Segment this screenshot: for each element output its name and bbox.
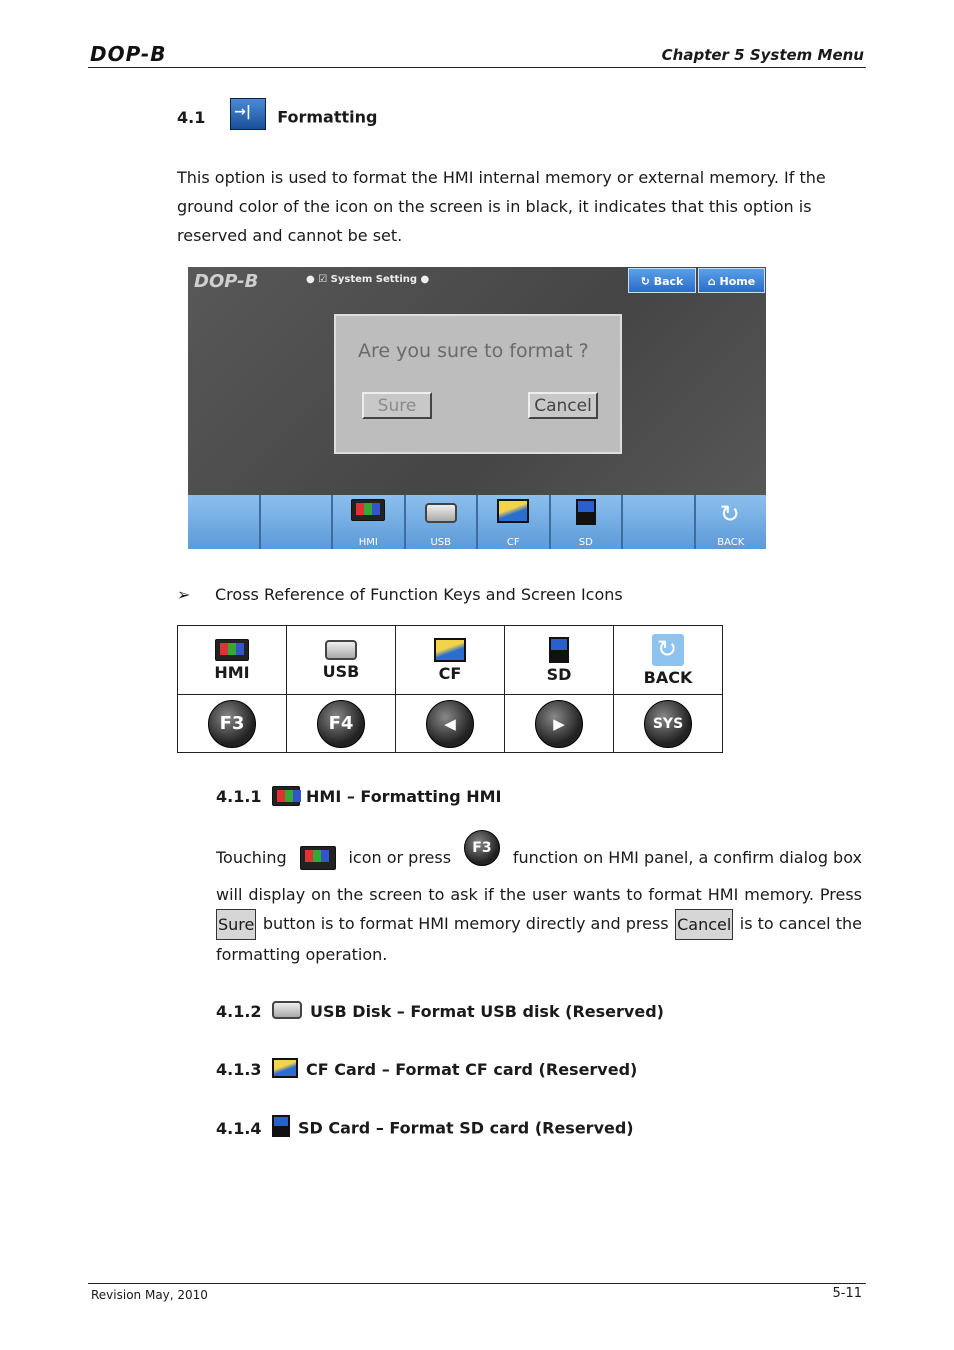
subsection-heading: 4.1.3 CF Card – Format CF card (Reserved): [216, 1060, 637, 1081]
subsection-heading: 4.1.4 SD Card – Format SD card (Reserved): [216, 1118, 634, 1140]
xref-cell: [614, 695, 723, 753]
back-arrow-icon: ↻: [640, 275, 654, 288]
hmi-screenshot: [188, 267, 766, 549]
cancel-button[interactable]: Cancel: [528, 392, 598, 419]
toolbar-hmi[interactable]: HMI: [333, 495, 406, 549]
screen-logo: DOP-B: [194, 271, 259, 292]
xref-cell: USB: [287, 626, 396, 695]
usb-icon: [425, 503, 457, 523]
toolbar-slot-empty[interactable]: [261, 495, 334, 549]
revision-text: Revision May, 2010: [91, 1288, 208, 1302]
left-key-icon: ◀: [426, 700, 474, 748]
xref-cell: CF: [396, 626, 505, 695]
format-icon: [230, 98, 266, 130]
confirm-dialog: [334, 314, 622, 454]
back-button[interactable]: ↻ Back: [628, 268, 696, 293]
right-key-icon: ▶: [535, 700, 583, 748]
toolbar-cf[interactable]: CF: [478, 495, 551, 549]
toolbar-sd[interactable]: SD: [551, 495, 624, 549]
brand-logo: DOP-B: [90, 42, 167, 66]
sd-icon: [549, 637, 569, 663]
xref-cell: [505, 695, 614, 753]
bullet-icon: ➢: [177, 585, 191, 604]
cf-icon: [434, 638, 466, 662]
xref-table: [177, 625, 723, 753]
usb-icon: [325, 640, 357, 660]
hmi-icon: [215, 639, 249, 661]
sd-icon: [576, 499, 596, 525]
toolbar-slot-empty[interactable]: [188, 495, 261, 549]
sd-icon: [272, 1115, 290, 1137]
screen-toolbar: [188, 495, 766, 549]
xref-cell: [178, 695, 287, 753]
cancel-label: Cancel: [675, 909, 733, 940]
page-number: 5-11: [832, 1286, 862, 1301]
f3-key-icon: F3: [208, 700, 256, 748]
footer-rule: [88, 1283, 866, 1284]
f4-key-icon: F4: [317, 700, 365, 748]
usb-icon: [272, 1001, 302, 1019]
subsection-heading: 4.1.2 USB Disk – Format USB disk (Reserved): [216, 1002, 664, 1021]
home-button[interactable]: ⌂ Home: [698, 268, 765, 293]
xref-cell: ↻ BACK: [614, 626, 723, 695]
toolbar-slot-empty[interactable]: [623, 495, 696, 549]
cf-icon: [497, 499, 529, 523]
xref-cell: HMI: [178, 626, 287, 695]
dialog-message: Are you sure to format ?: [358, 340, 589, 362]
hmi-icon: [272, 786, 300, 806]
toolbar-usb[interactable]: USB: [406, 495, 479, 549]
section-heading: [177, 102, 377, 134]
sys-key-icon: SYS: [644, 700, 692, 748]
intro-paragraph: This option is used to format the HMI internal memory or external memory. If the ground color of the icon on the screen is in black, it indicates that this option is reserved and cannot be set.: [177, 168, 826, 245]
xref-cell: [287, 695, 396, 753]
cf-icon: [272, 1058, 298, 1078]
hmi-icon: [351, 499, 385, 521]
hmi-icon: [300, 846, 336, 870]
xref-cell: [396, 695, 505, 753]
section-title: Formatting: [277, 107, 378, 127]
back-icon: [715, 499, 747, 531]
section-number: 4.1: [177, 107, 206, 127]
subsection-heading: 4.1.1 HMI – Formatting HMI: [216, 787, 502, 806]
chapter-title: Chapter 5 System Menu: [661, 46, 864, 64]
toolbar-back[interactable]: ↻ BACK: [696, 495, 767, 549]
sure-button[interactable]: Sure: [362, 392, 432, 419]
sure-label: Sure: [216, 909, 256, 940]
f3-key-icon: F3: [464, 830, 500, 866]
screen-title: ● ☑ System Setting ●: [306, 274, 430, 285]
xref-cell: SD: [505, 626, 614, 695]
sub1-paragraph: Touching icon or press F3 function on HMI panel, a confirm dialog box will display on the screen to ask if the user wants to format HMI memory. Press Sure button is to format HMI memory directly and press Cancel is to cancel the formatting operation.: [216, 836, 862, 969]
xref-heading: ➢ Cross Reference of Function Keys and Screen Icons: [177, 585, 623, 604]
home-icon: ⌂: [707, 275, 720, 288]
header-rule: [88, 67, 866, 68]
back-icon: [652, 634, 684, 666]
